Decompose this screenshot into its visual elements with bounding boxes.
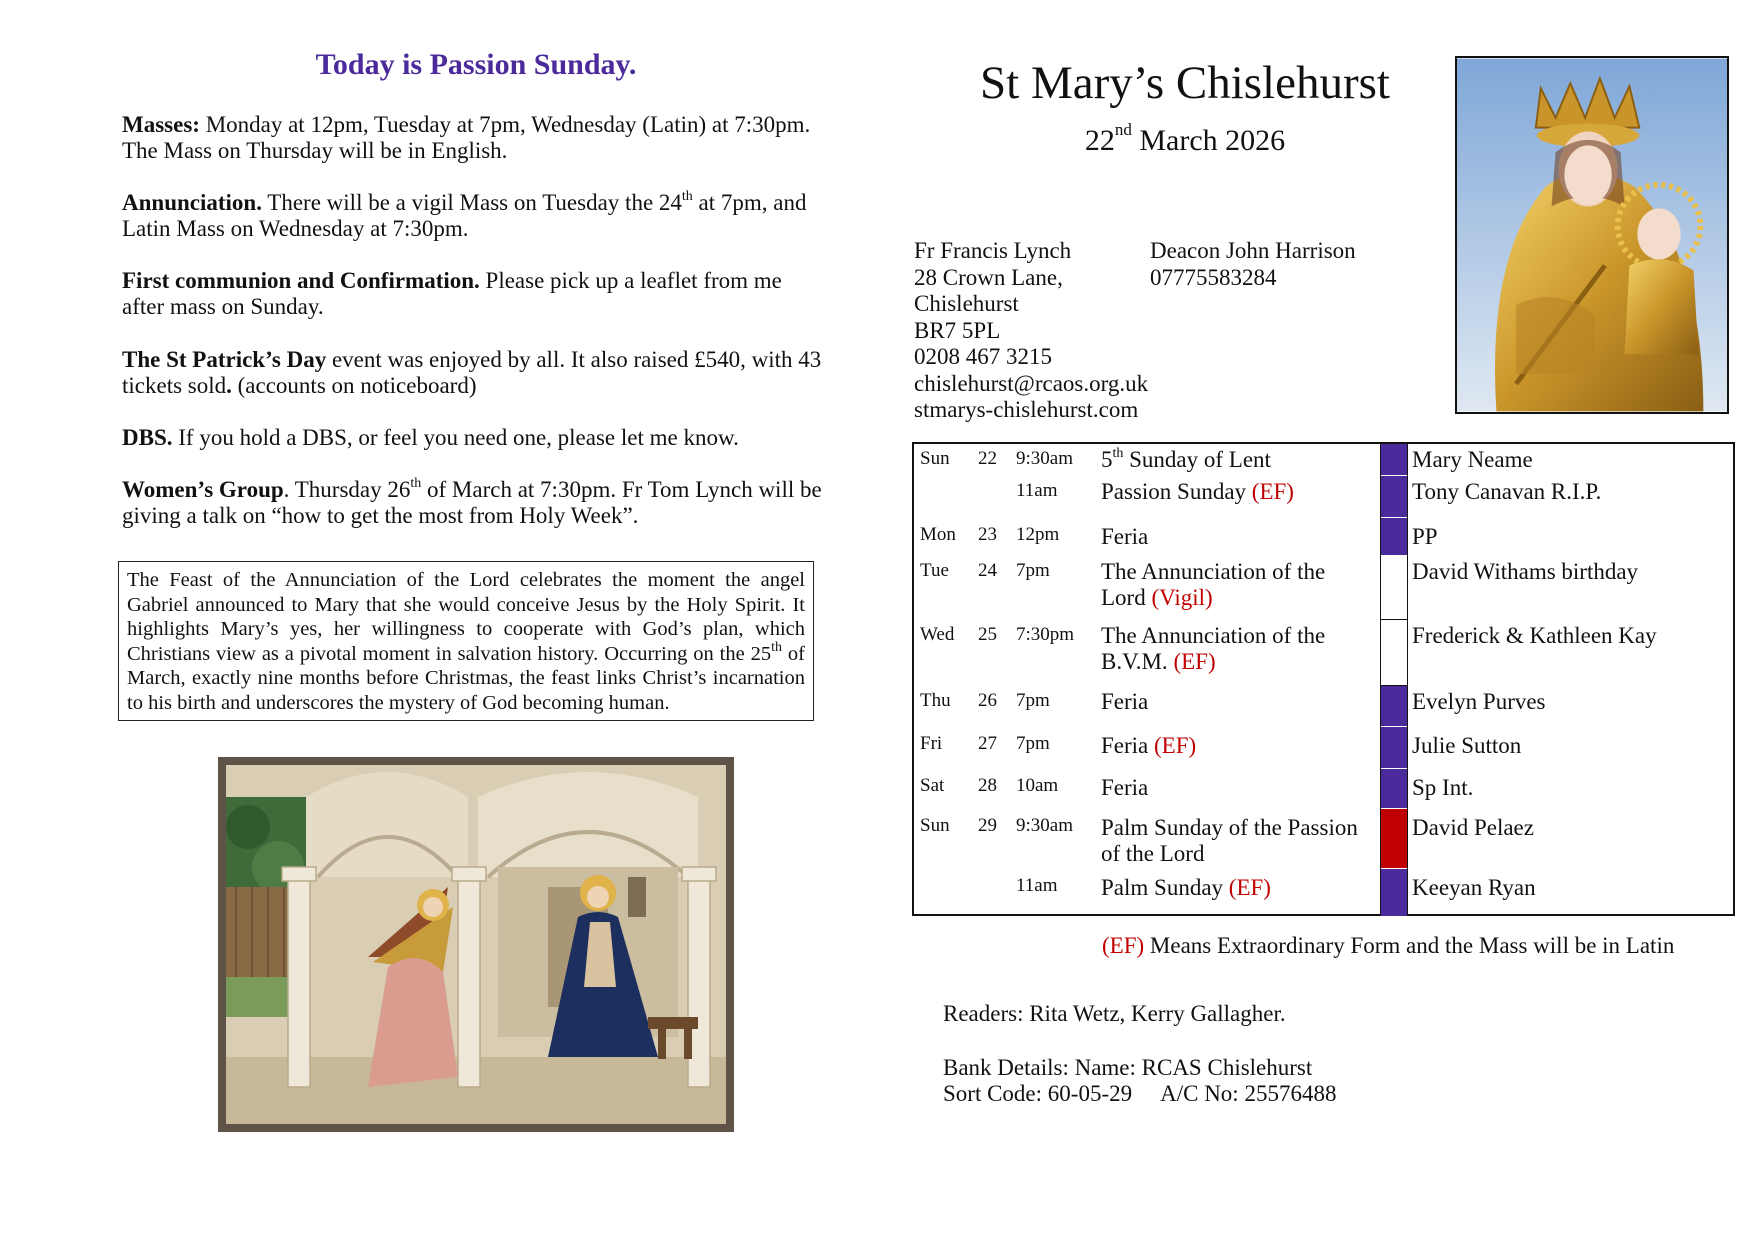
website: stmarys-chislehurst.com: [914, 397, 1139, 422]
bulletin-date: [880, 120, 1490, 158]
bank-details: Bank Details: Name: RCAS Chislehurst: [943, 1055, 1313, 1080]
address-line: 28 Crown Lane,: [914, 264, 1063, 290]
feast-text: Feria: [1101, 775, 1149, 800]
account-number: A/C No: 25576488: [1160, 1081, 1337, 1106]
notice-text: event was enjoyed by all. It also raised £540, with 43 tickets sold: [122, 347, 822, 398]
feast-text: of March, exactly nine months before Christmas, the feast links Christ’s incarnation to his birth and underscores the mystery of God becoming human.: [127, 642, 805, 714]
mass-time: 12pm: [1016, 524, 1060, 545]
feast-text: Palm Sunday of the Passion of the Lord: [1101, 815, 1358, 866]
feast-text: The Annunciation of the Lord: [1101, 559, 1326, 610]
liturgical-colour-column: [1380, 444, 1408, 914]
feast-name: [1101, 447, 1361, 473]
mass-time: 11am: [1016, 875, 1058, 896]
notice-text: There will be a vigil Mass on Tuesday the 24: [261, 190, 682, 215]
day-name: Sun: [920, 448, 950, 469]
superscript: th: [410, 476, 422, 492]
date-suffix: nd: [1114, 120, 1132, 139]
feast-name: [1101, 775, 1361, 801]
ef-marker: (EF): [1251, 479, 1294, 504]
day-number: 25: [978, 624, 997, 645]
liturgical-colour-swatch: [1381, 556, 1407, 620]
feast-text: Feria: [1101, 524, 1149, 549]
feast-name: [1101, 559, 1361, 611]
notice-communion: [122, 268, 822, 320]
phone-number: 0208 467 3215: [914, 344, 1052, 369]
feast-text: Feria: [1101, 733, 1155, 758]
day-number: 29: [978, 815, 997, 836]
notice-title: DBS.: [122, 425, 173, 450]
sort-code: Sort Code: 60-05-29: [943, 1081, 1133, 1106]
superscript: th: [771, 639, 782, 655]
liturgical-colour-swatch: [1381, 727, 1407, 769]
mass-intention: David Pelaez: [1412, 815, 1534, 840]
day-name: Wed: [920, 624, 955, 645]
day-name: Fri: [920, 733, 943, 754]
day-number: 22: [978, 448, 997, 469]
feast-text: Passion Sunday: [1101, 479, 1252, 504]
notice-text: If you hold a DBS, or feel you need one, please let me know.: [172, 425, 739, 450]
mass-intention: Tony Canavan R.I.P.: [1412, 479, 1602, 504]
feast-box: [118, 561, 814, 721]
date-day: 22: [1084, 124, 1115, 157]
mass-intention: Evelyn Purves: [1412, 689, 1546, 714]
ef-marker: (EF): [1228, 875, 1271, 900]
mass-intention: Sp Int.: [1412, 775, 1474, 800]
day-number: 26: [978, 690, 997, 711]
feast-name: [1101, 479, 1361, 505]
bank-codes: [943, 1081, 1336, 1107]
liturgical-colour-swatch: [1381, 809, 1407, 869]
notice-dot: .: [226, 373, 232, 398]
feast-text: Feria: [1101, 689, 1149, 714]
notice-text: of March at 7:30pm. Fr Tom Lynch will be giving a talk on “how to get the most from Holy Week”.: [122, 477, 822, 528]
day-name: Thu: [920, 690, 951, 711]
notice-masses: [122, 112, 822, 164]
mass-schedule-table: [912, 442, 1735, 916]
postcode: BR7 5PL: [914, 317, 1001, 343]
notice-title: Women’s Group: [122, 477, 284, 502]
mass-time: 11am: [1016, 480, 1058, 501]
liturgical-colour-swatch: [1381, 686, 1407, 727]
feast-text: Sunday of Lent: [1123, 447, 1271, 472]
ef-marker: (EF): [1173, 649, 1216, 674]
feast-name: [1101, 733, 1361, 759]
deacon-phone: 07775583284: [1150, 264, 1277, 290]
liturgical-colour-swatch: [1381, 620, 1407, 686]
mass-intention: PP: [1412, 524, 1438, 549]
mass-intention: Julie Sutton: [1412, 733, 1522, 758]
notice-womens-group: [122, 477, 822, 529]
liturgical-colour-swatch: [1381, 444, 1407, 476]
day-name: Mon: [920, 524, 956, 545]
feast-name: [1101, 689, 1361, 715]
headline: Today is Passion Sunday.: [315, 48, 637, 81]
day-name: Sat: [920, 775, 945, 796]
day-name: Sun: [920, 815, 950, 836]
ef-legend: [1102, 933, 1674, 959]
superscript: th: [681, 189, 693, 205]
notice-text: Please pick up a leaflet from me after mass on Sunday.: [122, 268, 782, 319]
mass-time: 7pm: [1016, 733, 1050, 754]
ef-marker: (EF): [1102, 933, 1145, 958]
deacon-name: Deacon John Harrison: [1150, 238, 1356, 263]
mass-time: 9:30am: [1016, 815, 1073, 836]
notice-title: Annunciation.: [122, 190, 262, 215]
mass-intention: Keeyan Ryan: [1412, 875, 1536, 900]
notice-text: . Thursday 26: [283, 477, 411, 502]
annunciation-fresco-image: [218, 757, 734, 1132]
mass-time: 9:30am: [1016, 448, 1073, 469]
mass-time: 7pm: [1016, 690, 1050, 711]
day-number: 28: [978, 775, 997, 796]
feast-text: Palm Sunday: [1101, 875, 1229, 900]
feast-ordinal: 5: [1101, 447, 1113, 472]
date-month-year: March 2026: [1131, 124, 1286, 157]
liturgical-colour-swatch: [1381, 769, 1407, 809]
notice-text: (accounts on noticeboard): [231, 373, 477, 398]
day-number: 24: [978, 560, 997, 581]
priest-name: Fr Francis Lynch: [914, 238, 1072, 263]
mass-time: 10am: [1016, 775, 1059, 796]
feast-name: [1101, 524, 1361, 550]
liturgical-colour-swatch: [1381, 518, 1407, 556]
mass-time: 7:30pm: [1016, 624, 1075, 645]
deacon-contact: [1150, 238, 1356, 291]
feast-text: The Annunciation of the B.V.M.: [1101, 623, 1326, 674]
superscript: th: [1112, 446, 1124, 462]
notice-title: Masses:: [122, 112, 200, 137]
notice-text: Monday at 12pm, Tuesday at 7pm, Wednesday (Latin) at 7:30pm. The Mass on Thursday will be in English.: [122, 112, 811, 163]
madonna-statue-image: [1455, 56, 1729, 414]
mass-intention: Frederick & Kathleen Kay: [1412, 623, 1657, 648]
ef-marker: (Vigil): [1151, 585, 1213, 610]
readers-line: Readers: Rita Wetz, Kerry Gallagher.: [943, 1001, 1286, 1026]
priest-contact: [914, 238, 1148, 424]
mass-time: 7pm: [1016, 560, 1050, 581]
day-number: 23: [978, 524, 997, 545]
notice-title: First communion and Confirmation.: [122, 268, 480, 293]
notice-text: at 7pm, and Latin Mass on Wednesday at 7:30pm.: [122, 190, 807, 241]
day-name: Tue: [920, 560, 949, 581]
liturgical-colour-swatch: [1381, 869, 1407, 916]
ef-marker: (EF): [1154, 733, 1197, 758]
mass-intention: Mary Neame: [1412, 447, 1533, 472]
feast-name: [1101, 815, 1361, 867]
notice-st-patrick: [122, 347, 822, 399]
parish-title: St Mary’s Chislehurst: [980, 57, 1390, 109]
notice-title: The St Patrick’s Day: [122, 347, 327, 372]
email-address: chislehurst@rcaos.org.uk: [914, 370, 1149, 396]
mass-intention: David Withams birthday: [1412, 559, 1639, 584]
notice-annunciation: [122, 190, 822, 242]
feast-name: [1101, 875, 1361, 901]
address-line: Chislehurst: [914, 291, 1019, 316]
day-number: 27: [978, 733, 997, 754]
liturgical-colour-swatch: [1381, 476, 1407, 518]
ef-legend-text: Means Extraordinary Form and the Mass will be in Latin: [1144, 933, 1675, 958]
notice-dbs: [122, 425, 822, 451]
feast-text: The Feast of the Annunciation of the Lord celebrates the moment the angel Gabriel announced to Mary that she would conceive Jesus by the Holy Spirit. It highlights Mary’s yes, her willingness to cooperate with God’s plan, which Christians view as a pivotal moment in salvation history. Occurring on the 25: [127, 569, 805, 665]
feast-name: [1101, 623, 1361, 675]
